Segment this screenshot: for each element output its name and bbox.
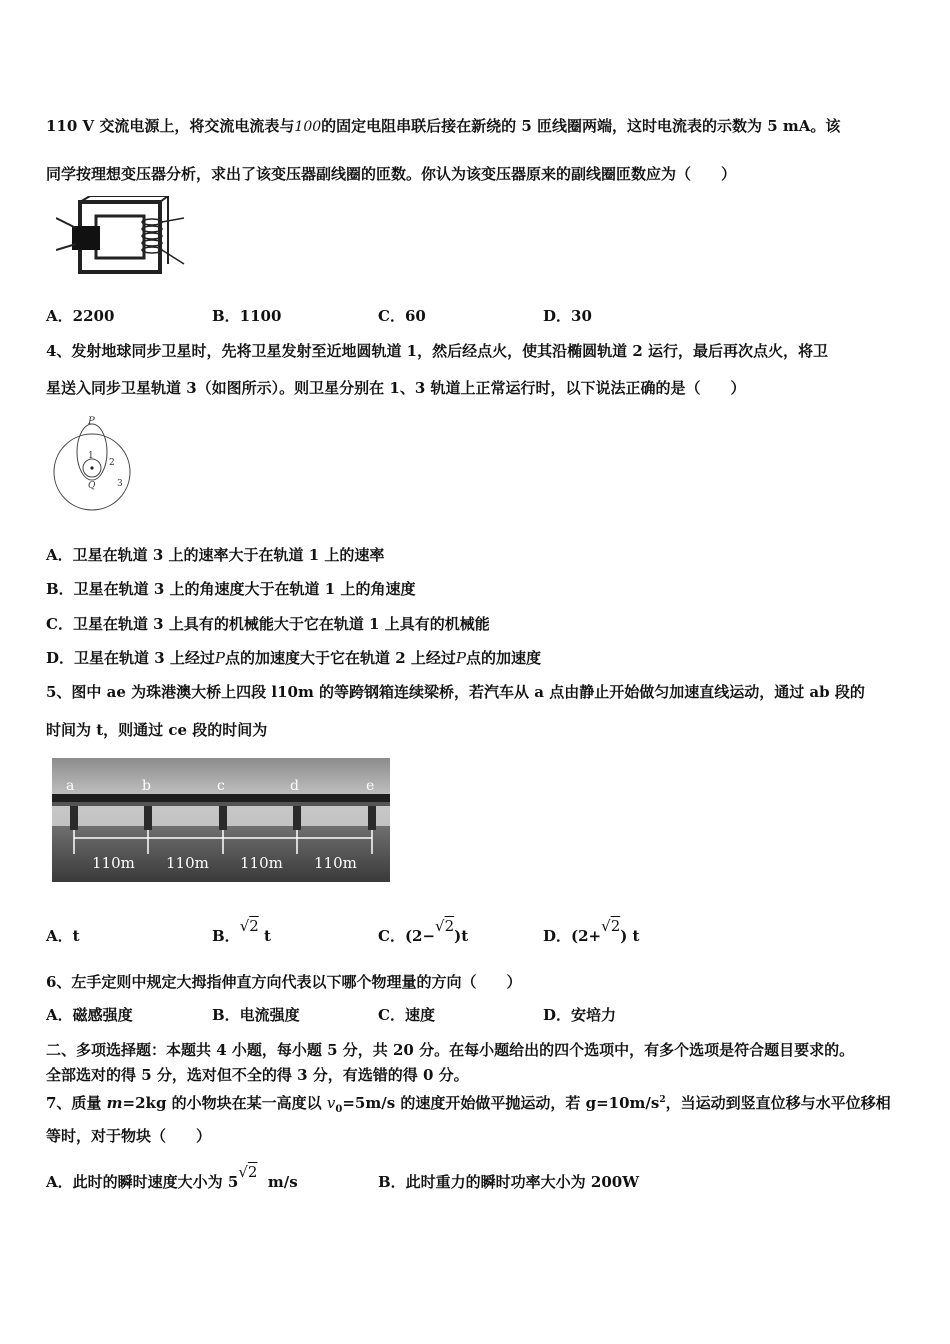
q5-option-d-sqrt xyxy=(601,917,620,935)
bridge-point-c: c xyxy=(217,778,225,794)
section2-line1: 二、多项选择题：本题共 4 小题，每小题 5 分，共 20 分。在每小题给出的四个选项中，有多个选项是符合题目要求的。 xyxy=(46,1041,855,1059)
q5-option-d xyxy=(543,917,640,946)
q6-option-c: C．速度 xyxy=(378,1006,435,1024)
q4-option-d-p1: P xyxy=(214,649,225,667)
q5-option-d-pre: D．(2+ xyxy=(543,927,602,945)
q6-option-b: B．电流强度 xyxy=(212,1006,300,1024)
orbit-figure xyxy=(48,414,138,514)
q7-line1 xyxy=(46,1090,891,1120)
q6-option-a: A．磁感强度 xyxy=(46,1006,133,1024)
q7-velocity-symbol: v xyxy=(326,1094,336,1112)
sqrt-radicand: 2 xyxy=(249,917,259,935)
q3-option-b: B．1100 xyxy=(212,307,282,325)
q5-option-c xyxy=(378,917,469,946)
orbit-label-p: P xyxy=(88,416,95,427)
q3-option-c: C．60 xyxy=(378,307,426,325)
q7-pre: 7、质量 xyxy=(46,1094,107,1112)
orbit-label-3: 3 xyxy=(117,479,123,489)
q7-option-a xyxy=(46,1163,298,1192)
q6-option-d: D．安培力 xyxy=(543,1006,617,1024)
orbit-label-2: 2 xyxy=(109,458,115,468)
sqrt-radicand: 2 xyxy=(444,917,455,935)
q5-option-c-post: )t xyxy=(454,927,469,945)
sqrt-symbol: √ xyxy=(238,1163,248,1181)
q7-post: ，当运动到竖直位移与水平位移相 xyxy=(665,1094,891,1112)
q4-option-d-mid: 点的加速度大于它在轨道 2 上经过 xyxy=(224,649,456,667)
q4-line1: 4、发射地球同步卫星时，先将卫星发射至近地圆轨道 1，然后经点火，使其沿椭圆轨道 2 运行，最后再次点火，将卫 xyxy=(46,342,828,360)
q4-option-b: B．卫星在轨道 3 上的角速度大于在轨道 1 上的角速度 xyxy=(46,580,416,598)
bridge-point-d: d xyxy=(290,778,299,794)
q7-option-a-post: m/s xyxy=(267,1173,298,1191)
q4-option-d-pre: D．卫星在轨道 3 上经过 xyxy=(46,649,215,667)
bridge-photo xyxy=(52,758,390,882)
q4-option-c: C．卫星在轨道 3 上具有的机械能大于它在轨道 1 上具有的机械能 xyxy=(46,615,490,633)
q5-option-b-sqrt xyxy=(240,917,259,935)
q7-mid1: =2kg 的小物块在某一高度以 xyxy=(122,1094,327,1112)
section2-line2: 全部选对的得 5 分，选对但不全的得 3 分，有选错的得 0 分。 xyxy=(46,1066,469,1084)
bridge-span-4: 110m xyxy=(314,854,357,872)
q7-velocity-subscript: 0 xyxy=(335,1104,343,1115)
q6-line: 6、左手定则中规定大拇指伸直方向代表以下哪个物理量的方向（ ） xyxy=(46,973,522,991)
sqrt-symbol: √ xyxy=(601,917,611,935)
q7-option-a-sqrt xyxy=(238,1163,257,1181)
q3-line1-pre: 110 V 交流电源上，将交流电流表与 xyxy=(46,117,295,135)
sqrt-radicand: 2 xyxy=(247,1163,258,1181)
q5-option-c-pre: C．(2− xyxy=(378,927,436,945)
q5-option-b-pre: B． xyxy=(212,927,240,945)
sqrt-radicand: 2 xyxy=(610,917,621,935)
bridge-point-a: a xyxy=(66,778,75,794)
q7-mid2: =5m/s 的速度开始做平抛运动，若 g=10m/s xyxy=(342,1094,660,1112)
bridge-span-3: 110m xyxy=(240,854,283,872)
orbit-label-q: Q xyxy=(88,481,96,491)
q4-option-a: A．卫星在轨道 3 上的速率大于在轨道 1 上的速率 xyxy=(46,546,385,564)
q5-line1: 5、图中 ae 为珠港澳大桥上四段 l10m 的等跨钢箱连续梁桥，若汽车从 a 点由静止开始做匀加速直线运动，通过 ab 段的 xyxy=(46,683,865,701)
orbit-label-1: 1 xyxy=(88,451,94,461)
q5-option-b-post: t xyxy=(264,927,271,945)
bridge-span-2: 110m xyxy=(166,854,209,872)
q4-line2: 星送入同步卫星轨道 3（如图所示）。则卫星分别在 1、3 轨道上正常运行时，以下说法正确的是（ ） xyxy=(46,379,746,397)
q5-option-c-sqrt xyxy=(435,917,454,935)
transformer-figure xyxy=(56,196,186,276)
q7-line2: 等时，对于物块（ ） xyxy=(46,1127,212,1145)
bridge-point-b: b xyxy=(142,778,151,794)
q7-mass-symbol: m xyxy=(106,1094,123,1112)
q3-line1 xyxy=(46,116,840,137)
q5-option-a: A．t xyxy=(46,927,80,945)
q7-superscript: 2 xyxy=(659,1095,666,1105)
q4-option-d-post: 点的加速度 xyxy=(465,649,541,667)
resistor-value-image: 100 xyxy=(294,119,322,135)
q5-line2: 时间为 t，则通过 ce 段的时间为 xyxy=(46,721,268,739)
q4-option-d-p2: P xyxy=(455,649,466,667)
q3-line2: 同学按理想变压器分析，求出了该变压器副线圈的匝数。你认为该变压器原来的副线圈匝数应为（ ） xyxy=(46,165,737,183)
q7-option-a-pre: A．此时的瞬时速度大小为 5 xyxy=(46,1173,239,1191)
q7-option-b: B．此时重力的瞬时功率大小为 200W xyxy=(378,1173,640,1191)
q3-option-a: A．2200 xyxy=(46,307,115,325)
q4-option-d xyxy=(46,648,541,668)
sqrt-symbol: √ xyxy=(239,917,250,935)
q3-option-d: D．30 xyxy=(543,307,592,325)
sqrt-symbol: √ xyxy=(435,917,445,935)
bridge-span-1: 110m xyxy=(92,854,135,872)
q5-option-d-post: ) t xyxy=(620,927,640,945)
q5-option-b xyxy=(212,917,271,946)
bridge-point-e: e xyxy=(366,778,375,794)
q3-line1-post: 的固定电阻串联后接在新绕的 5 匝线圈两端，这时电流表的示数为 5 mA。该 xyxy=(321,117,841,135)
